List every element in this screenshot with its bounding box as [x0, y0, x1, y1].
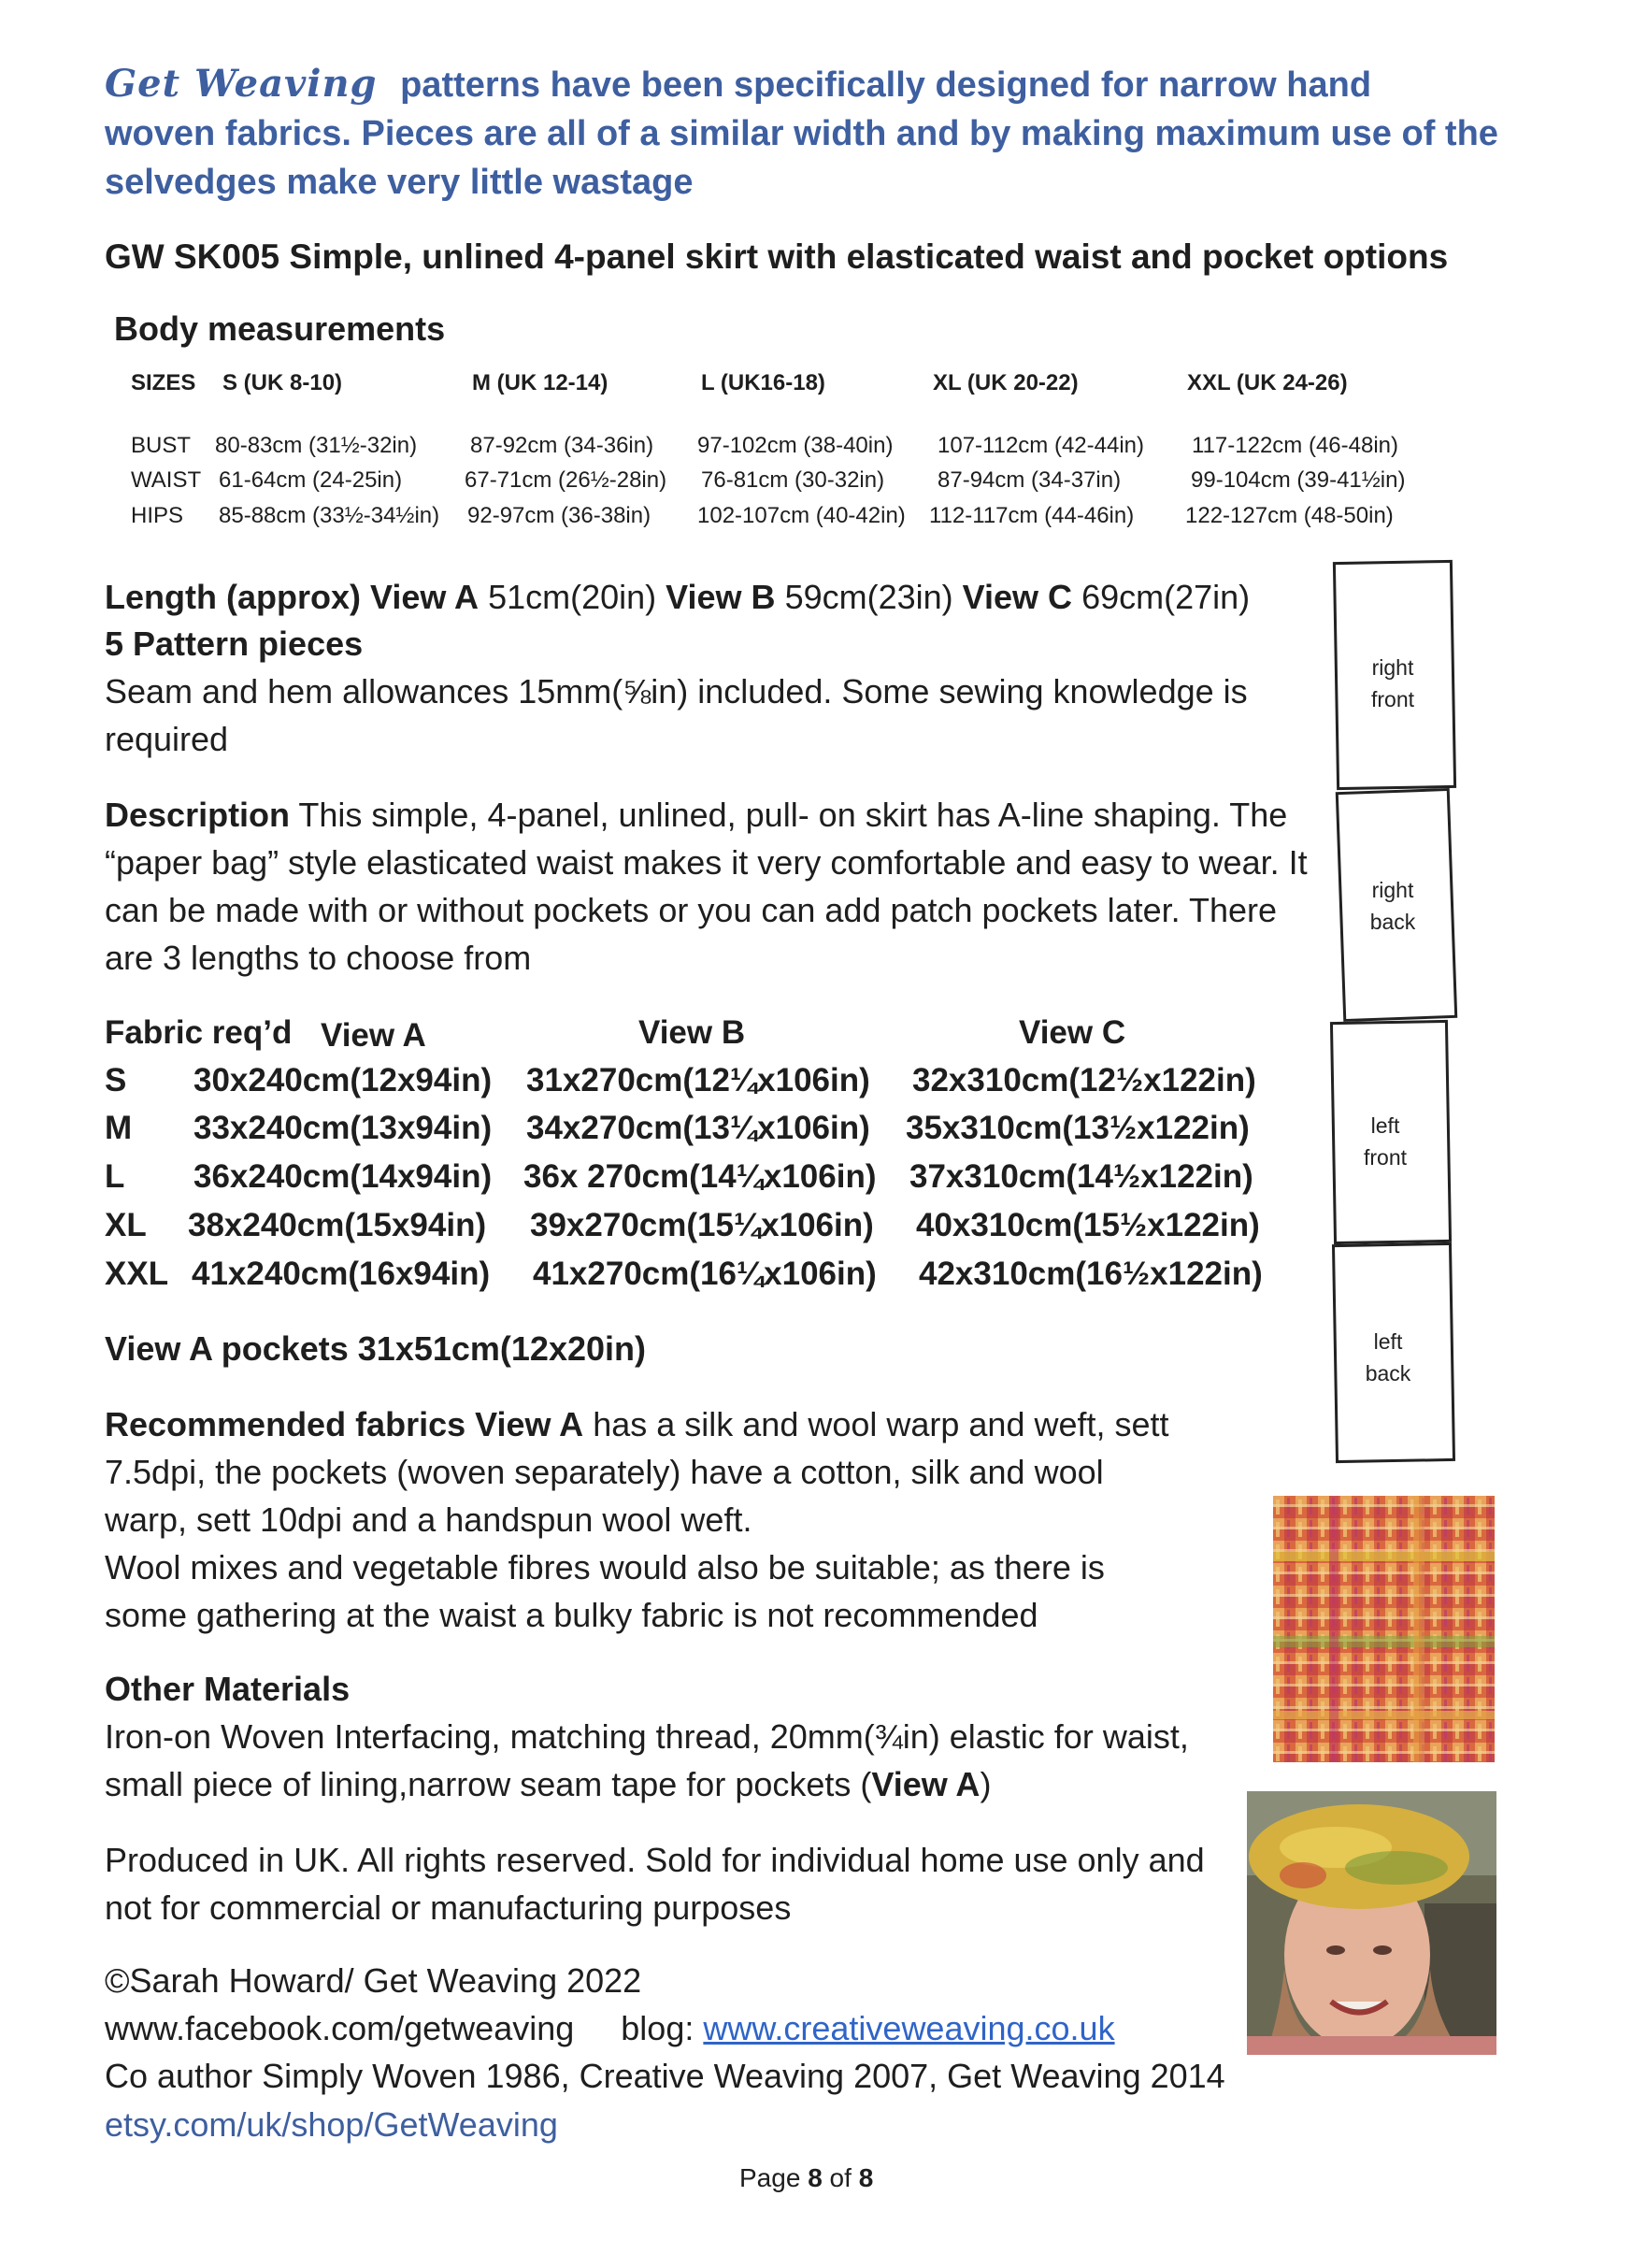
- fabric-view-b: 41x270cm(16¼x106in): [533, 1256, 877, 1292]
- size-xxl-header: XXL (UK 24-26): [1187, 370, 1348, 395]
- facebook-link[interactable]: www.facebook.com/getweaving: [105, 2009, 575, 2047]
- etsy-link[interactable]: etsy.com/uk/shop/GetWeaving: [105, 2105, 558, 2144]
- description-label: Description: [105, 796, 291, 834]
- label-right-front: [1346, 652, 1439, 715]
- fabric-view-a: 38x240cm(15x94in): [188, 1207, 487, 1243]
- woven-fabric-photo: [1273, 1496, 1495, 1762]
- other-materials-heading: Other Materials: [105, 1670, 351, 1708]
- description-paragraph: [105, 791, 1310, 982]
- page-number: [739, 2163, 873, 2193]
- page-total: 8: [858, 2163, 874, 2192]
- length-line: [105, 578, 1250, 617]
- length-label: Length (approx): [105, 578, 361, 616]
- size-l-header: L (UK16-18): [701, 370, 825, 395]
- waist-xxl: 99-104cm (39-41½in): [1191, 467, 1406, 493]
- coauthor-line: Co author Simply Woven 1986, Creative Weaving 2007, Get Weaving 2014: [105, 2057, 1225, 2095]
- fabric-view-b: 36x 270cm(14¼x106in): [523, 1158, 877, 1195]
- hips-xl: 112-117cm (44-46in): [929, 503, 1135, 528]
- page-title: GW SK005 Simple, unlined 4-panel skirt with elasticated waist and pocket options: [105, 237, 1449, 276]
- recommended-paragraph: [105, 1400, 1180, 1639]
- body-measurements-heading: Body measurements: [114, 309, 446, 348]
- fabric-view-c: 40x310cm(15½x122in): [916, 1207, 1260, 1243]
- fabric-view-c: 32x310cm(12½x122in): [912, 1062, 1256, 1098]
- fabric-view-a-header: View A: [321, 1017, 426, 1054]
- fabric-size: M: [105, 1110, 133, 1146]
- fabric-view-c: 37x310cm(14½x122in): [909, 1158, 1253, 1195]
- intro-line-1: [105, 62, 1371, 106]
- seam-allowance-text: Seam and hem allowances 15mm(⅝in) included. Some sewing knowledge is required: [105, 672, 1248, 758]
- fabric-view-c-header: View C: [1019, 1014, 1126, 1051]
- fabric-view-a: 30x240cm(12x94in): [193, 1062, 493, 1098]
- bust-xxl: 117-122cm (46-48in): [1192, 433, 1399, 458]
- sizes-label: SIZES: [131, 370, 196, 395]
- length-view-c-label: View C: [962, 578, 1073, 616]
- blog-label: blog:: [621, 2009, 694, 2047]
- hips-xxl: 122-127cm (48-50in): [1185, 503, 1394, 528]
- hips-l: 102-107cm (40-42in): [697, 503, 906, 528]
- get-weaving-brand: Get Weaving: [105, 62, 378, 106]
- fabric-view-c: 42x310cm(16½x122in): [919, 1256, 1263, 1292]
- bust-m: 87-92cm (34-36in): [470, 433, 654, 458]
- intro-line-3: selvedges make very little wastage: [105, 163, 694, 202]
- fabric-view-a: 36x240cm(14x94in): [193, 1158, 493, 1195]
- recommended-text-2: Wool mixes and vegetable fibres would also be suitable; as there is some gathering at the waist a bulky fabric is not recommended: [105, 1548, 1105, 1634]
- fabric-view-b: 31x270cm(12¼x106in): [526, 1062, 870, 1098]
- other-materials-body: Iron-on Woven Interfacing, matching thread, 20mm(¾in) elastic for waist, small piece of lining,narrow seam tape for pockets (: [105, 1717, 1189, 1803]
- length-view-b: 59cm(23in): [784, 578, 953, 616]
- copyright: ©Sarah Howard/ Get Weaving 2022: [105, 1961, 642, 2000]
- fabric-view-b: 34x270cm(13¼x106in): [526, 1110, 870, 1146]
- label-left-back: [1341, 1326, 1435, 1389]
- waist-s: 61-64cm (24-25in): [219, 467, 403, 493]
- fabric-view-a: 33x240cm(13x94in): [193, 1110, 493, 1146]
- fabric-view-c: 35x310cm(13½x122in): [906, 1110, 1250, 1146]
- length-view-b-label: View B: [666, 578, 776, 616]
- intro-text-1: patterns have been specifically designed for narrow hand: [400, 65, 1372, 105]
- hips-m: 92-97cm (36-38in): [467, 503, 651, 528]
- fabric-view-b: 39x270cm(15¼x106in): [530, 1207, 874, 1243]
- length-view-c: 69cm(27in): [1081, 578, 1251, 616]
- pockets-line: View A pockets 31x51cm(12x20in): [105, 1329, 646, 1368]
- fabric-view-a: 41x240cm(16x94in): [192, 1256, 491, 1292]
- rights-text: Produced in UK. All rights reserved. Sold for individual home use only and not for commercial or manufacturing purposes: [105, 1841, 1205, 1927]
- fabric-size: S: [105, 1062, 127, 1098]
- fabric-size: XXL: [105, 1256, 169, 1292]
- description-text: This simple, 4-panel, unlined, pull- on skirt has A-line shaping. The “paper bag” style elasticated waist makes it very comfortable and easy to wear. It can be made with or without pockets or you can add patch pockets later. There are 3 lengths to choose from: [105, 796, 1308, 977]
- label-right-back-text: right back: [1369, 878, 1416, 934]
- page-current: 8: [808, 2163, 823, 2192]
- fabric-heading: Fabric req’d: [105, 1014, 293, 1051]
- links-line: [105, 2009, 1115, 2048]
- size-m-header: M (UK 12-14): [472, 370, 608, 395]
- fabric-size: L: [105, 1158, 125, 1195]
- recommended-label: Recommended fabrics View A: [105, 1405, 584, 1443]
- blog-link[interactable]: www.creativeweaving.co.uk: [703, 2009, 1115, 2047]
- page-sep: of: [829, 2163, 852, 2192]
- label-right-front-text: right front: [1370, 655, 1415, 711]
- bust-l: 97-102cm (38-40in): [697, 433, 894, 458]
- other-materials-close: ): [980, 1765, 992, 1803]
- page-prefix: Page: [739, 2163, 801, 2192]
- recommended-text: has a silk and wool warp and weft, sett 7.5dpi, the pockets (woven separately) have a cotton, silk and wool warp, sett 10dpi and a handspun wool weft.: [105, 1405, 1169, 1539]
- length-view-a-label: View A: [370, 578, 480, 616]
- waist-l: 76-81cm (30-32in): [701, 467, 885, 493]
- bust-s: 80-83cm (31½-32in): [215, 433, 418, 458]
- size-xl-header: XL (UK 20-22): [933, 370, 1079, 395]
- author-portrait-photo: [1247, 1791, 1496, 2055]
- hips-s: 85-88cm (33½-34½in): [219, 503, 440, 528]
- label-left-back-text: left back: [1365, 1329, 1411, 1385]
- waist-xl: 87-94cm (34-37in): [938, 467, 1122, 493]
- waist-m: 67-71cm (26½-28in): [465, 467, 667, 493]
- waist-label: WAIST: [131, 467, 202, 493]
- other-materials-text: [105, 1713, 1273, 1808]
- other-materials-view-a: View A: [871, 1765, 981, 1803]
- label-left-front: [1339, 1110, 1432, 1173]
- label-right-back: [1346, 874, 1439, 938]
- fabric-size: XL: [105, 1207, 147, 1243]
- hips-label: HIPS: [131, 503, 184, 528]
- bust-label: BUST: [131, 433, 192, 458]
- pattern-pieces-heading: 5 Pattern pieces: [105, 624, 364, 663]
- label-left-front-text: left front: [1363, 1113, 1408, 1170]
- intro-line-2: woven fabrics. Pieces are all of a similar width and by making maximum use of the: [105, 114, 1498, 153]
- length-view-a: 51cm(20in): [488, 578, 657, 616]
- size-s-header: S (UK 8-10): [222, 370, 343, 395]
- fabric-view-b-header: View B: [638, 1014, 746, 1051]
- bust-xl: 107-112cm (42-44in): [938, 433, 1145, 458]
